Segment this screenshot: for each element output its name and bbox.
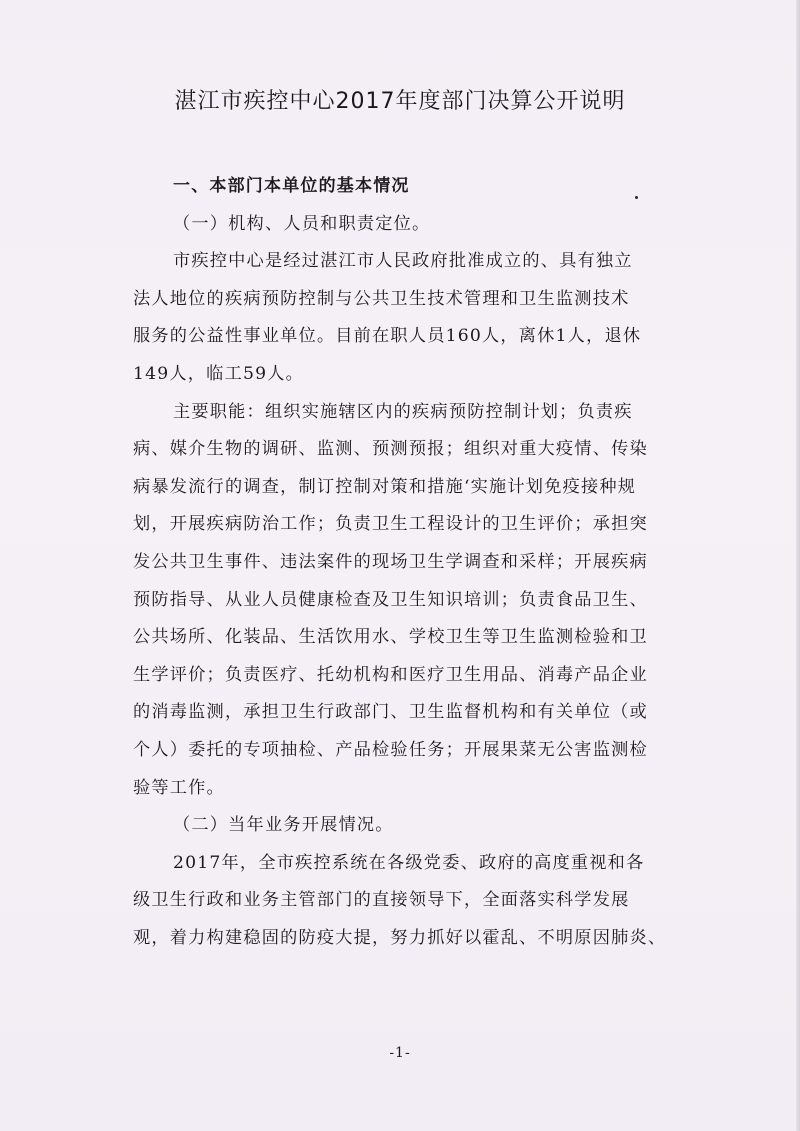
paragraph-line: 市疾控中心是经过湛江市人民政府批准成立的、具有独立 xyxy=(173,251,633,272)
paragraph-line: 观，着力构建稳固的防疫大提，努力抓好以霍乱、不明原因肺炎、 xyxy=(133,927,667,948)
page-number: -1- xyxy=(389,1045,411,1061)
paragraph-line: 公共场所、化装品、生活饮用水、学校卫生等卫生监测检验和卫 xyxy=(133,627,648,648)
paragraph-line: 级卫生行政和业务主管部门的直接领导下，全面落实科学发展 xyxy=(133,890,630,911)
paragraph-line: 生学评价；负责医疗、托幼机构和医疗卫生用品、消毒产品企业 xyxy=(133,664,648,685)
section-heading-basic-info: 一、本部门本单位的基本情况 xyxy=(173,176,410,196)
paragraph-line: 个人）委托的专项抽检、产品检验任务；开展果菜无公害监测检 xyxy=(133,739,648,760)
paragraph-line: 149人，临工59人。 xyxy=(133,363,305,384)
paragraph-line: 法人地位的疾病预防控制与公共卫生技术管理和卫生监测技术 xyxy=(133,288,630,309)
paragraph-line: 服务的公益性事业单位。目前在职人员160人，离休1人，退休 xyxy=(133,326,642,347)
paragraph-line: 验等工作。 xyxy=(133,777,225,798)
paragraph-line: 划，开展疾病防治工作；负责卫生工程设计的卫生评价；承担突 xyxy=(133,514,648,535)
paragraph-line: 的消毒监测，承担卫生行政部门、卫生监督机构和有关单位（或 xyxy=(133,702,648,723)
paragraph-line: 2017年，全市疾控系统在各级党委、政府的高度重视和各 xyxy=(173,852,645,873)
document-body xyxy=(133,168,703,957)
paragraph-line: 病暴发流行的调查，制订控制对策和措施‘实施计划免疫接种规 xyxy=(133,476,637,497)
paragraph-line: 病、媒介生物的调研、监测、预测预报；组织对重大疫情、传染 xyxy=(133,439,648,460)
paragraph-line: 发公共卫生事件、违法案件的现场卫生学调查和采样；开展疾病 xyxy=(133,551,648,572)
scan-edge xyxy=(796,0,800,1131)
paragraph-line: 主要职能：组织实施辖区内的疾病预防控制计划；负责疾 xyxy=(173,401,633,422)
subsection-heading-organization: （一）机构、人员和职责定位。 xyxy=(173,213,431,234)
paragraph-line: 预防指导、从业人员健康检查及卫生知识培训；负责食品卫生、 xyxy=(133,589,648,610)
document-title: 湛江市疾控中心2017年度部门决算公开说明 xyxy=(174,89,626,114)
subsection-heading-business: （二）当年业务开展情况。 xyxy=(173,815,394,836)
scan-speck xyxy=(635,196,638,199)
